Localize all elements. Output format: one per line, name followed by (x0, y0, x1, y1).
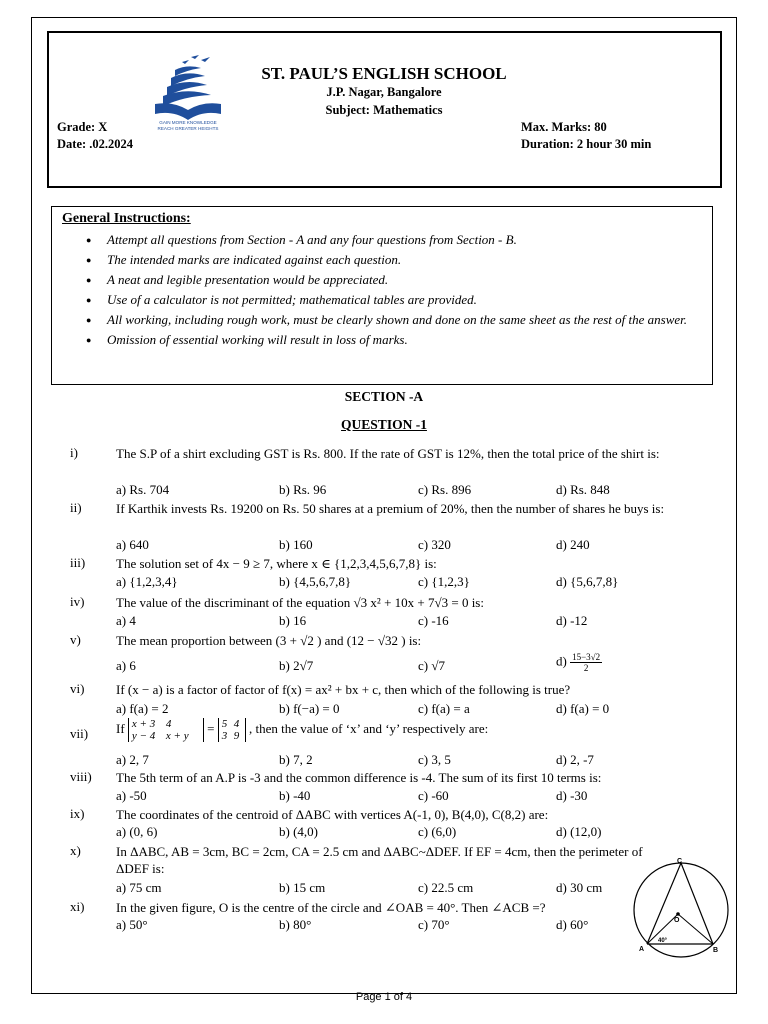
label-b: B (713, 947, 719, 954)
matrix-cell: y − 4 (131, 730, 156, 742)
instructions-list (84, 232, 704, 352)
matrix-cell: 5 (221, 718, 228, 730)
question-stem: The mean proportion between (3 + √2 ) and (12 − √32 ) is: (116, 633, 422, 648)
page-footer: Page 1 of 4 (355, 991, 413, 1003)
instruction-item: ● Attempt all questions from Section - A and any four questions from Section - B. (84, 232, 704, 248)
section-heading: SECTION -A (344, 389, 424, 404)
option-c: c) 320 (418, 537, 451, 552)
question-number: vi) (70, 681, 85, 696)
question-number: iv) (70, 594, 85, 609)
question-stem: The solution set of 4x − 9 ≥ 7, where x ∈ {1,2,3,4,5,6,7,8} is: (116, 556, 437, 571)
matrix-cell: 4 (165, 718, 172, 730)
school-address: J.P. Nagar, Bangalore (326, 85, 442, 99)
stem-prefix: If (116, 720, 125, 736)
chord-cb (681, 863, 713, 944)
exam-subject: Subject: Mathematics (325, 103, 443, 117)
option-b: b) Rs. 96 (279, 482, 327, 497)
option-d: d) (12,0) (556, 824, 602, 839)
grade-label: Grade: X (57, 120, 108, 134)
instruction-item: ● Omission of essential working will result in loss of marks. (84, 332, 704, 348)
option-b: b) {4,5,6,7,8} (279, 574, 352, 589)
option-b: b) 80° (279, 917, 312, 932)
option-b: b) (4,0) (279, 824, 318, 839)
matrix-cell: x + 3 (131, 718, 156, 730)
instruction-item: ● A neat and legible presentation would be appreciated. (84, 272, 704, 288)
option-c: c) (6,0) (418, 824, 457, 839)
logo-motto-2: REACH GREATER HEIGHTS (157, 126, 219, 131)
option-b: b) 160 (279, 537, 313, 552)
question-stem: If Karthik invests Rs. 19200 on Rs. 50 shares at a premium of 20%, then the number of shares he buys is: (116, 501, 665, 516)
question-number: ii) (70, 500, 82, 515)
instructions-title: General Instructions: (62, 211, 191, 226)
instruction-item: ● The intended marks are indicated against each question. (84, 252, 704, 268)
question-number: vii) (70, 726, 89, 741)
option-d: d) -12 (556, 613, 588, 628)
option-c: c) {1,2,3} (418, 574, 470, 589)
option-d: d) Rs. 848 (556, 482, 610, 497)
matrix-cell: x + y (165, 730, 189, 742)
instruction-item: ● All working, including rough work, must be clearly shown and done on the same sheet as the rest of the answer. (84, 312, 704, 328)
school-name: ST. PAUL’S ENGLISH SCHOOL (261, 64, 507, 83)
question-stem: If (x − a) is a factor of factor of f(x) = ax² + bx + c, then which of the following is true? (116, 682, 571, 697)
option-d: d) -30 (556, 788, 588, 803)
question-stem: The value of the discriminant of the equation √3 x² + 10x + 7√3 = 0 is: (116, 595, 484, 610)
matrix-cell: 4 (233, 718, 240, 730)
question-stem: The coordinates of the centroid of ΔABC with vertices A(-1, 0), B(4,0), C(8,2) are: (116, 807, 549, 822)
question-stem: In the given figure, O is the centre of the circle and ∠OAB = 40°. Then ∠ACB =? (116, 900, 546, 915)
option-a: a) 6 (116, 658, 136, 673)
label-c: C (677, 858, 683, 865)
logo-motto-1: GAIN MORE KNOWLEDGE (159, 120, 217, 125)
option-c: c) -16 (418, 613, 449, 628)
option-d (556, 652, 602, 673)
option-c: c) 22.5 cm (418, 880, 474, 895)
option-a: a) f(a) = 2 (116, 701, 169, 716)
question-stem: The 5th term of an A.P is -3 and the common difference is -4. The sum of its first 10 terms is: (116, 770, 602, 785)
option-c: c) f(a) = a (418, 701, 470, 716)
option-c: c) -60 (418, 788, 449, 803)
question-number: viii) (70, 769, 92, 784)
option-d: d) 30 cm (556, 880, 603, 895)
angle-label: 40° (658, 938, 668, 944)
option-a: a) 640 (116, 537, 149, 552)
duration-label: Duration: 2 hour 30 min (521, 137, 652, 151)
question-stem: In ΔABC, AB = 3cm, BC = 2cm, CA = 2.5 cm and ΔABC~ΔDEF. If EF = 4cm, then the perimeter of ΔDEF is: (116, 844, 643, 876)
option-b: b) 2√7 (279, 658, 314, 673)
label-a: A (639, 946, 645, 953)
option-a: a) Rs. 704 (116, 482, 170, 497)
label-o: O (674, 917, 680, 924)
matrix-left (128, 718, 204, 742)
chord-ca (647, 863, 681, 944)
option-a: a) 4 (116, 613, 136, 628)
option-c: c) Rs. 896 (418, 482, 472, 497)
question-number: i) (70, 445, 78, 460)
option-d-label: d) (556, 653, 567, 669)
question-heading: QUESTION -1 (341, 417, 427, 432)
option-d: d) {5,6,7,8} (556, 574, 619, 589)
option-b: b) 16 (279, 613, 307, 628)
fraction-numerator: 15−3√2 (572, 652, 601, 662)
date-label: Date: .02.2024 (57, 137, 134, 151)
fraction (570, 652, 602, 673)
equals-sign: = (207, 720, 215, 736)
option-d: d) f(a) = 0 (556, 701, 610, 716)
question-number: ix) (70, 806, 85, 821)
matrix-cell: 9 (233, 730, 240, 742)
option-c: c) √7 (418, 658, 445, 673)
radius-ob (678, 914, 713, 944)
stem-suffix: , then the value of ‘x’ and ‘y’ respectively are: (249, 720, 489, 736)
option-d: d) 60° (556, 917, 589, 932)
question-number: x) (70, 843, 81, 858)
question-number: xi) (70, 899, 85, 914)
option-b: b) 7, 2 (279, 752, 313, 767)
option-a: a) -50 (116, 788, 147, 803)
matrix-cell: 3 (221, 730, 228, 742)
instruction-item: ● Use of a calculator is not permitted; mathematical tables are provided. (84, 292, 704, 308)
centre-point (676, 912, 680, 916)
option-b: b) 15 cm (279, 880, 326, 895)
question-stem: The S.P of a shirt excluding GST is Rs. 800. If the rate of GST is 12%, then the total price of the shirt is: (116, 446, 660, 461)
matrix-right (218, 718, 246, 742)
question-number: v) (70, 632, 81, 647)
option-a: a) {1,2,3,4} (116, 574, 178, 589)
option-a: a) 50° (116, 917, 148, 932)
option-a: a) 2, 7 (116, 752, 149, 767)
option-c: c) 3, 5 (418, 752, 451, 767)
option-b: b) -40 (279, 788, 311, 803)
max-marks-label: Max. Marks: 80 (521, 120, 607, 134)
option-a: a) 75 cm (116, 880, 162, 895)
option-a: a) (0, 6) (116, 824, 158, 839)
circle-figure (627, 856, 735, 964)
question-number: iii) (70, 555, 86, 570)
option-d: d) 2, -7 (556, 752, 594, 767)
option-c: c) 70° (418, 917, 450, 932)
question-stem (116, 718, 716, 742)
option-d: d) 240 (556, 537, 590, 552)
fraction-denominator: 2 (583, 663, 589, 673)
option-b: b) f(−a) = 0 (279, 701, 340, 716)
